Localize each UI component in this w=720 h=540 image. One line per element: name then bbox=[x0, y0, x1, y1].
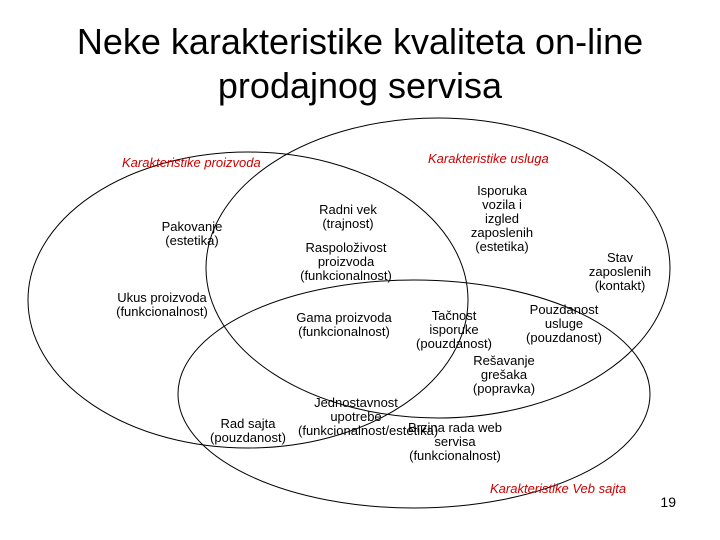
label-line: grešaka bbox=[480, 367, 528, 382]
label-line: Jednostavnost bbox=[314, 395, 398, 410]
label-line: Radni vek bbox=[319, 202, 377, 217]
label-line: (funkcionalnost) bbox=[409, 448, 501, 463]
service-circle-label: Karakteristike usluga bbox=[428, 151, 549, 166]
item-resavanje bbox=[454, 354, 554, 396]
item-isporuka bbox=[452, 184, 552, 254]
label-line: (pouzdanost) bbox=[210, 430, 286, 445]
label-line: servisa bbox=[434, 434, 476, 449]
label-line: usluge bbox=[544, 316, 584, 331]
label-line: (pouzdanost) bbox=[416, 336, 492, 351]
label-line: Rešavanje bbox=[473, 353, 535, 368]
label-line: Gama proizvoda bbox=[296, 310, 392, 325]
item-gama bbox=[282, 311, 406, 339]
label-line: (popravka) bbox=[472, 381, 536, 396]
label-line: zaposlenih bbox=[588, 264, 652, 279]
label-line: Isporuka bbox=[477, 183, 527, 198]
label-line: Brzina rada web bbox=[408, 420, 502, 435]
label-line: (estetika) bbox=[475, 239, 529, 254]
item-pouzdanost bbox=[504, 303, 624, 345]
label-line: upotrebe bbox=[330, 409, 382, 424]
item-rad-sajta bbox=[196, 417, 300, 445]
label-line: Rad sajta bbox=[220, 416, 276, 431]
label-line: Raspoloživost bbox=[305, 240, 387, 255]
item-radni-vek bbox=[298, 203, 398, 231]
label-line: (funkcionalnost) bbox=[116, 304, 208, 319]
page-number: 19 bbox=[660, 494, 676, 510]
slide-title-line-1: Neke karakteristike kvaliteta on-line bbox=[76, 21, 644, 62]
label-line: zaposlenih bbox=[470, 225, 534, 240]
slide-title-line-2: prodajnog servisa bbox=[217, 65, 503, 106]
label-line: izgled bbox=[485, 211, 519, 226]
label-line: (pouzdanost) bbox=[526, 330, 602, 345]
item-pakovanje bbox=[142, 220, 242, 248]
label-line: (funkcionalnost/estetika) bbox=[298, 423, 439, 438]
label-line: Ukus proizvoda bbox=[117, 290, 207, 305]
label-line: isporuke bbox=[429, 322, 479, 337]
item-tacnost bbox=[404, 309, 504, 351]
product-circle-label: Karakteristike proizvoda bbox=[122, 155, 261, 170]
label-line: (funkcionalnost) bbox=[300, 268, 392, 283]
label-line: vozila i bbox=[482, 197, 522, 212]
label-line: proizvoda bbox=[317, 254, 375, 269]
item-brzina bbox=[392, 421, 518, 463]
label-line: (estetika) bbox=[165, 233, 219, 248]
item-raspolozivost bbox=[284, 241, 408, 283]
label-line: (kontakt) bbox=[594, 278, 646, 293]
label-line: Pouzdanost bbox=[529, 302, 599, 317]
label-line: (funkcionalnost) bbox=[298, 324, 390, 339]
label-line: (trajnost) bbox=[322, 216, 374, 231]
web-circle-label: Karakteristike Veb sajta bbox=[490, 481, 627, 496]
item-ukus bbox=[100, 291, 224, 319]
label-line: Pakovanje bbox=[161, 219, 223, 234]
label-line: Tačnost bbox=[431, 308, 477, 323]
item-stav bbox=[570, 251, 670, 293]
label-line: Stav bbox=[606, 250, 633, 265]
